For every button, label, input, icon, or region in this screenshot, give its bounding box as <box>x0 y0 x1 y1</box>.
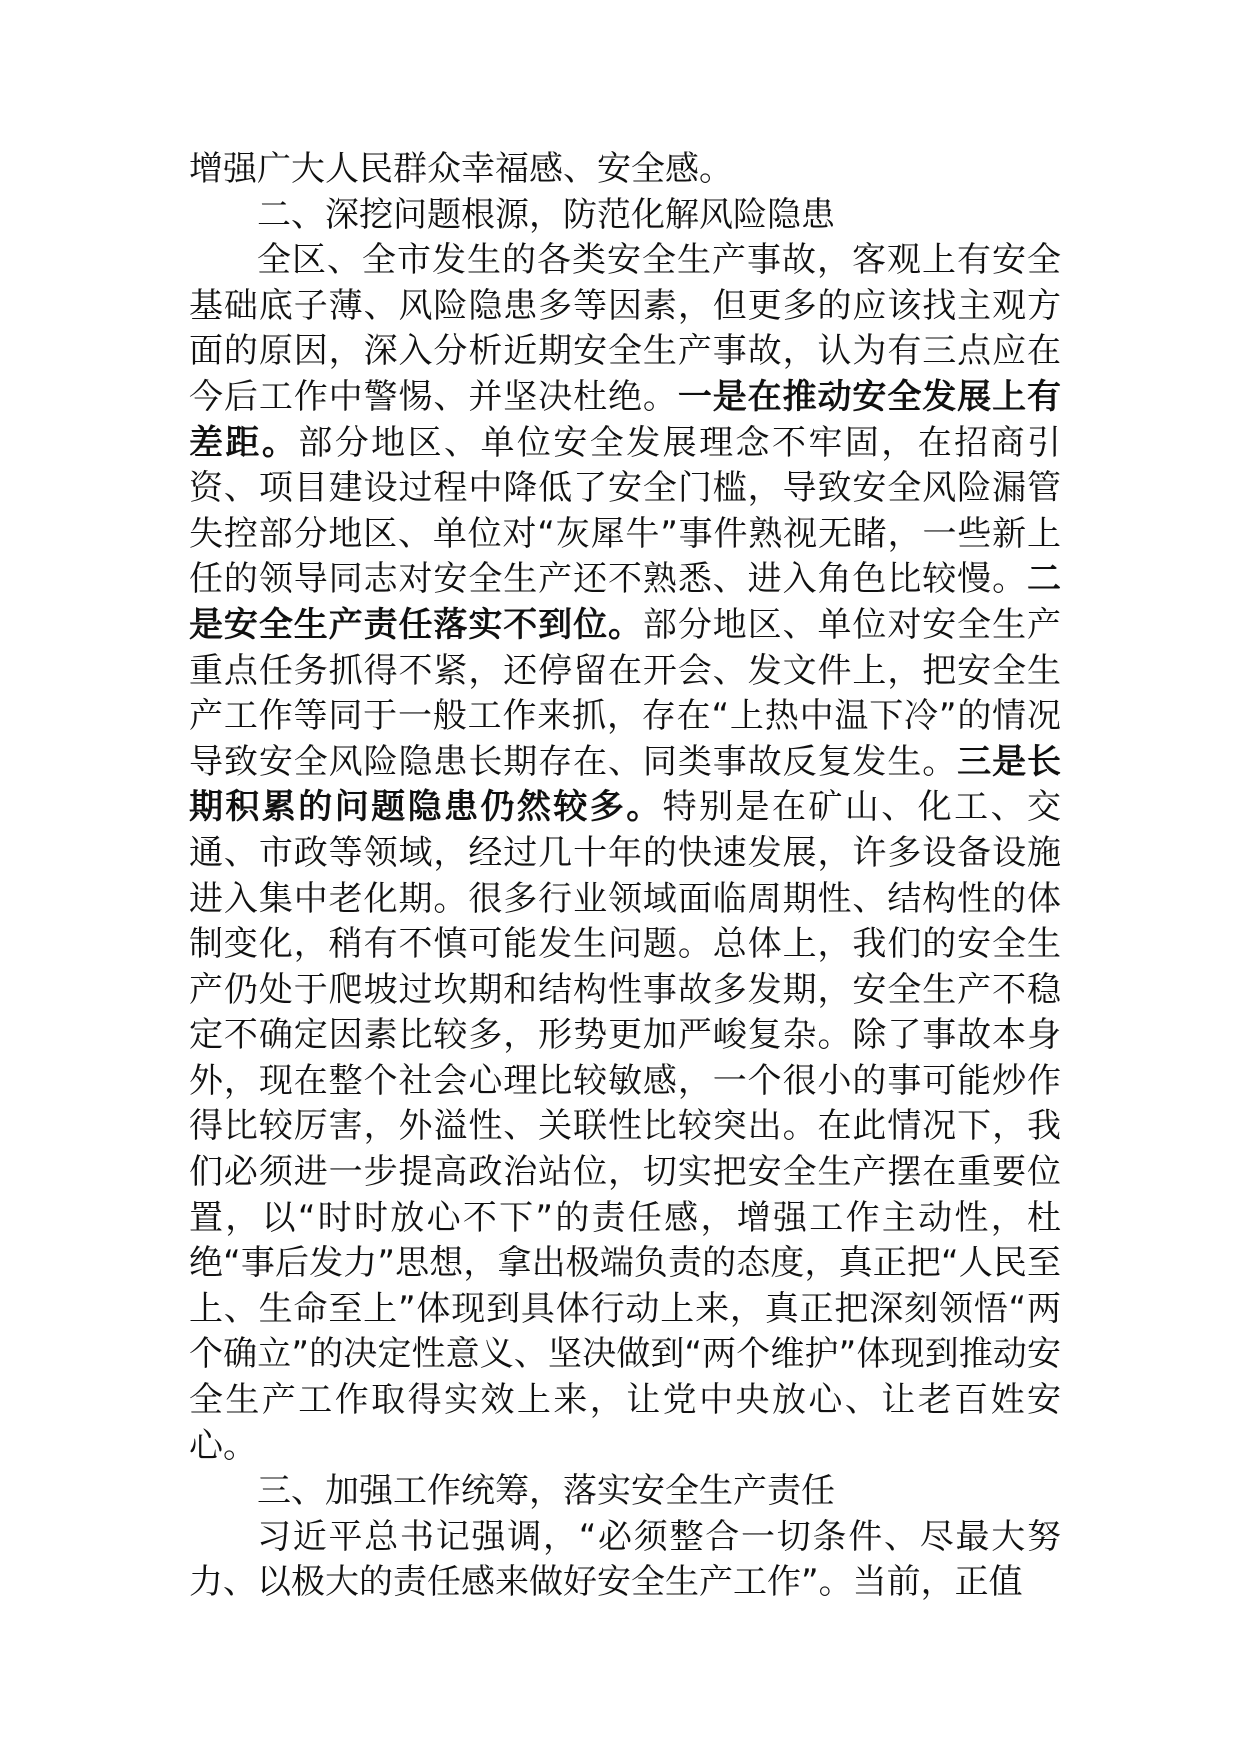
bold-point-1: 一是在推动安全发展上有差距。 <box>189 376 1062 463</box>
paragraph-text: 部分地区、单位安全发展理念不牢固，在招商引资、项目建设过程中降低了安全门槛，导致安全风险漏管失控部分地区、单位对“灰犀牛”事件熟视无睹，一些新上任的领导同志对安全生产还不熟悉、进入角色比较慢。 <box>189 422 1062 600</box>
paragraph-quote: 习近平总书记强调，“必须整合一切条件、尽最大努力、以极大的责任感来做好安全生产工作”。当前，正值 <box>189 1516 1061 1603</box>
paragraph-continuation: 增强广大人民群众幸福感、安全感。 <box>189 149 733 189</box>
section-heading-3: 三、加强工作统筹，落实安全生产责任 <box>257 1471 835 1512</box>
paragraph-text: 部分地区、单位对安全生产重点任务抓得不紧，还停留在开会、发文件上，把安全生产工作等同于一般工作来抓，存在“上热中温下冷”的情况导致安全风险隐患长期存在、同类事故反复发生。 <box>189 604 1062 782</box>
document-page <box>189 147 1061 1606</box>
bold-point-2: 二是安全生产责任落实不到位。 <box>189 559 1061 645</box>
section-heading-2: 二、深挖问题根源，防范化解风险隐患 <box>257 194 835 235</box>
paragraph-analysis <box>189 238 1061 1469</box>
paragraph-text: 特别是在矿山、化工、交通、市政等领域，经过几十年的快速发展，许多设备设施进入集中老化期。很多行业领域面临周期性、结构性的体制变化，稍有不慎可能发生问题。总体上，我们的安全生产仍处于爬坡过坎期和结构性事故多发期，安全生产不稳定不确定因素比较多，形势更加严峻复杂。除了事故本身外，现在整个社会心理比较敏感，一个很小的事可能炒作得比较厉害，外溢性、关联性比较突出。在此情况下，我们必须进一步提高政治站位，切实把安全生产摆在重要位置，以“时时放心不下”的责任感，增强工作主动性，杜绝“事后发力”思想，拿出极端负责的态度，真正把“人民至上、生命至上”体现到具体行动上来，真正把深刻领悟“两个确立”的决定性意义、坚决做到“两个维护”体现到推动安全生产工作取得实效上来，让党中央放心、让老百姓安心。 <box>189 787 1062 1466</box>
paragraph-text: 全区、全市发生的各类安全生产事故，客观上有安全基础底子薄、风险隐患多等因素，但更多的应该找主观方面的原因，深入分析近期安全生产事故，认为有三点应在今后工作中警惕、并坚决杜绝。 <box>189 240 1061 417</box>
bold-point-3: 三是长期积累的问题隐患仍然较多。 <box>189 741 1062 828</box>
